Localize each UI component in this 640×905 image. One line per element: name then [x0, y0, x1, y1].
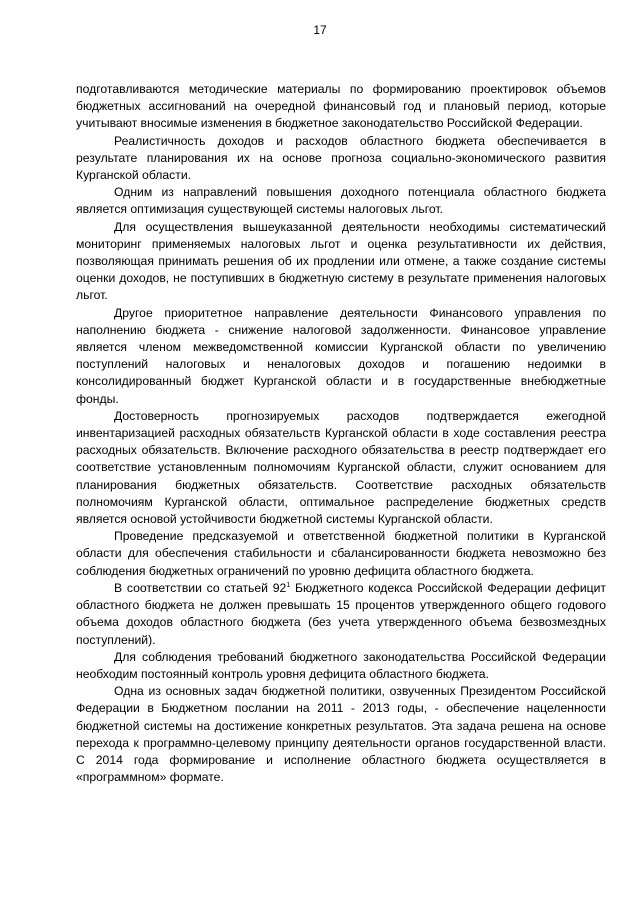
page-number: 17 — [313, 23, 327, 37]
paragraph: подготавливаются методические материалы по формированию проектировок объемов бюджетных ассигнований на очередной финансовый год и плановый период, которые учитывают вносимые изменения в бюджетное законодательство Российской Федерации. — [76, 82, 606, 131]
paragraph-text-start: В соответствии со статьей 92 — [114, 580, 287, 595]
paragraph: Другое приоритетное направление деятельности Финансового управления по наполнению бюджета - снижение налоговой задолженности. Финансовое управление является членом межведомственной комиссии Курганской области по увеличению поступлений налоговых и неналоговых доходов и погашению недоимки в консолидированный бюджет Курганской области и в государственные внебюджетные фонды. — [76, 305, 606, 406]
article-superscript: 1 — [286, 581, 291, 589]
body-text — [76, 81, 606, 786]
paragraph-article-reference — [76, 580, 606, 649]
paragraph: Достоверность прогнозируемых расходов подтверждается ежегодной инвентаризацией расходных обязательств Курганской области в ходе составления реестра расходных обязательств. Включение расходного обязательства в реестр подтверждает его соответствие установленным полномочиям Курганской области, служит основанием для планирования бюджетных обязательств. Соответствие расходных обязательств полномочиям Курганской области, оптимальное распределение бюджетных средств является основой устойчивости бюджетной системы Курганской области. — [76, 408, 606, 527]
paragraph-text-end: Бюджетного кодекса Российской Федерации дефицит областного бюджета не должен превышать 15 процентов утвержденного общего годового объема доходов областного бюджета (без учета утвержденного объема безвозмездных поступлений). — [76, 580, 606, 647]
paragraph: Реалистичность доходов и расходов областного бюджета обеспечивается в результате планирования их на основе прогноза социально-экономического развития Курганской области. — [76, 133, 606, 183]
paragraph: Для соблюдения требований бюджетного законодательства Российской Федерации необходим постоянный контроль уровня дефицита областного бюджета. — [76, 649, 606, 681]
paragraph: Одним из направлений повышения доходного потенциала областного бюджета является оптимизация существующей системы налоговых льгот. — [76, 185, 606, 217]
paragraph: Одна из основных задач бюджетной политики, озвученных Президентом Российской Федерации в Бюджетном послании на 2011 - 2013 годы, - обеспечение нацеленности бюджетной системы на достижение конкретных результатов. Эта задача решена на основе перехода к программно-целевому принципу деятельности органов государственной власти. С 2014 года формирование и исполнение областного бюджета осуществляется в «программном» формате. — [76, 684, 606, 785]
paragraph: Для осуществления вышеуказанной деятельности необходимы систематический мониторинг применяемых налоговых льгот и оценка результативности их действия, позволяющая принимать решения об их продлении или отмене, а также создание системы оценки доходов, не поступивших в бюджетную систему в результате применения налоговых льгот. — [76, 219, 606, 303]
paragraph: Проведение предсказуемой и ответственной бюджетной политики в Курганской области для обеспечения стабильности и сбалансированности бюджета невозможно без соблюдения бюджетных ограничений по уровню дефицита областного бюджета. — [76, 529, 606, 578]
